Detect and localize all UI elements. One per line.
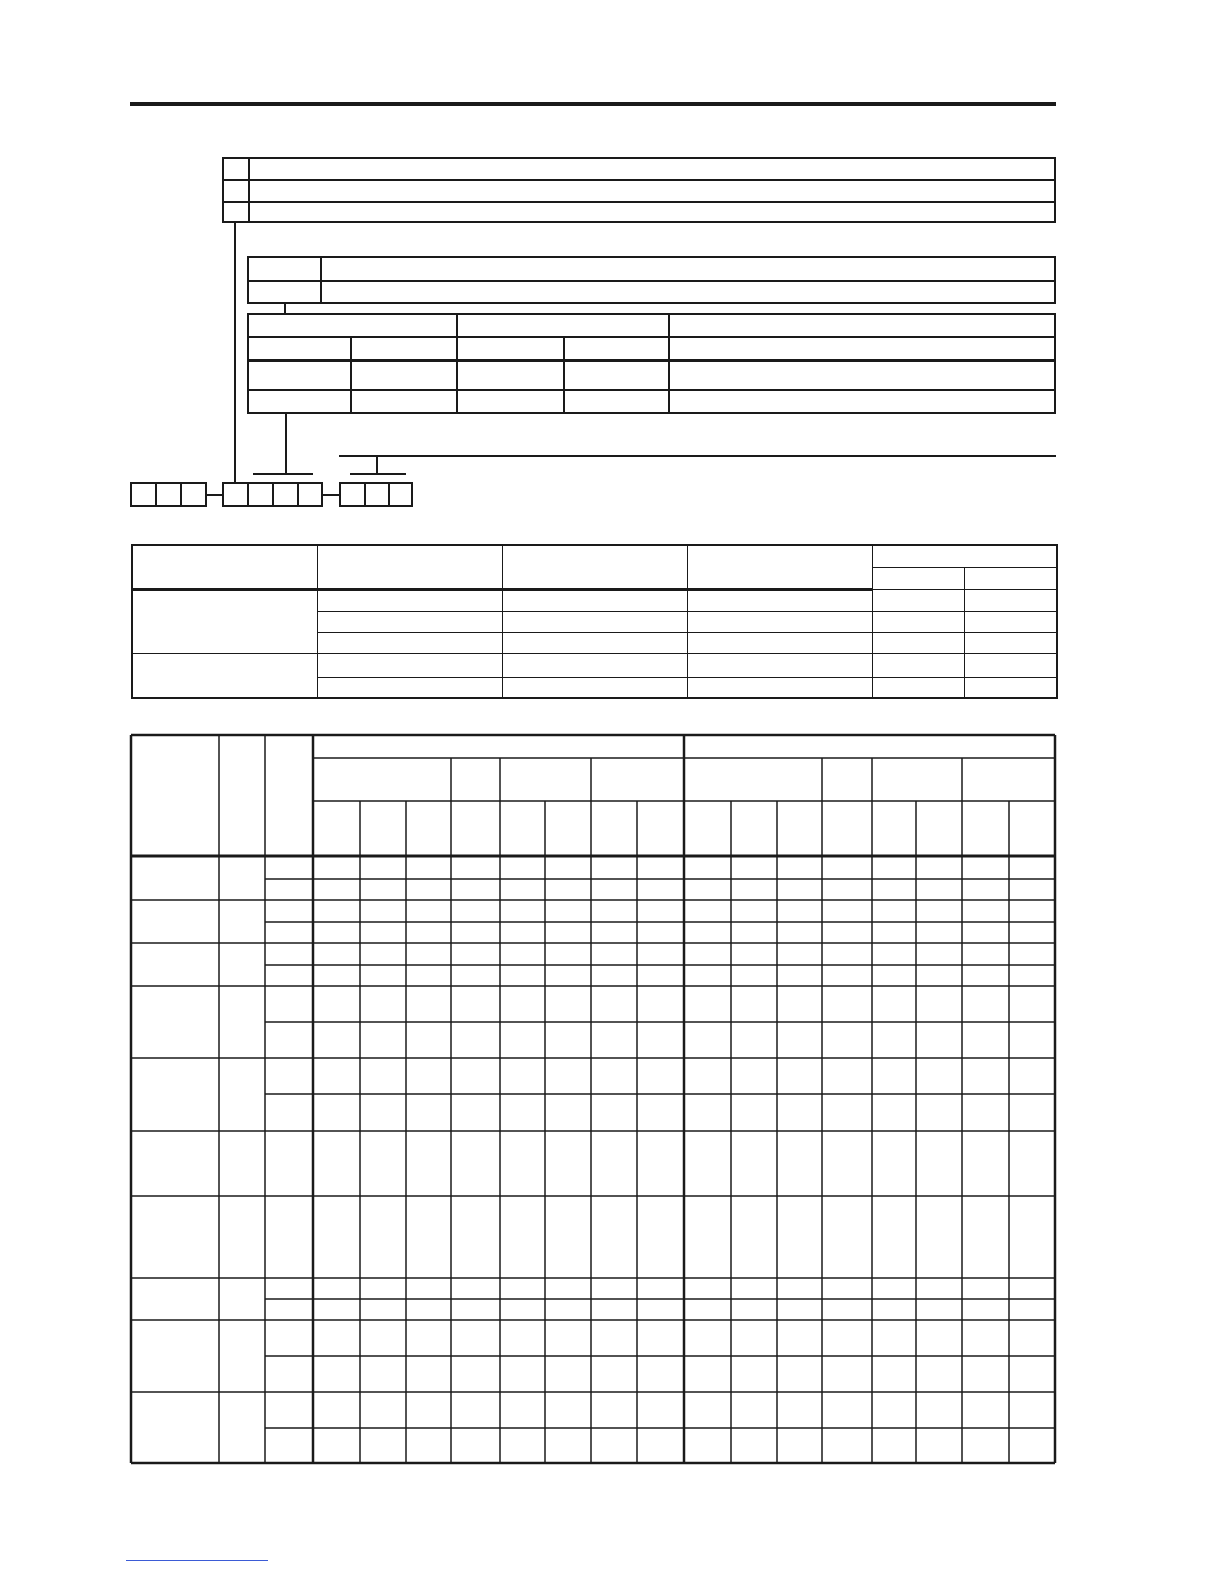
footer-link-underline[interactable] <box>126 1560 268 1561</box>
